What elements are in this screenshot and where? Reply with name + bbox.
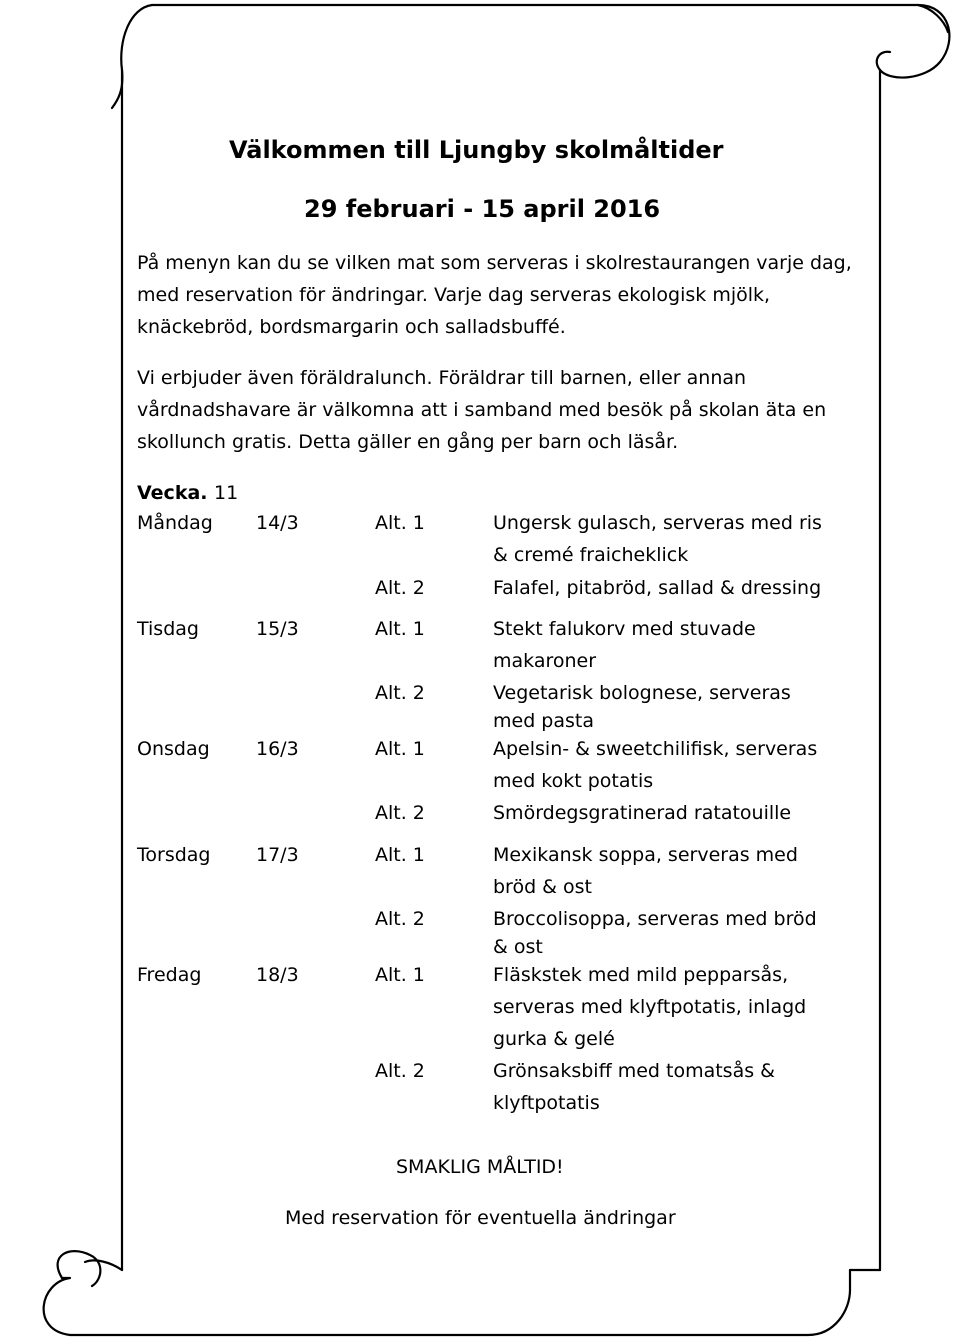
day-date: 18/3 — [256, 964, 299, 986]
dish-line: Falafel, pitabröd, sallad & dressing — [493, 577, 822, 599]
intro-line: På menyn kan du se vilken mat som serveras i skolrestaurangen varje dag, — [137, 252, 852, 274]
alt-label: Alt. 1 — [375, 512, 425, 534]
dish-line: Ungersk gulasch, serveras med ris — [493, 512, 822, 534]
alt-label: Alt. 2 — [375, 1060, 425, 1082]
alt-label: Alt. 1 — [375, 618, 425, 640]
page-title: Välkommen till Ljungby skolmåltider — [229, 136, 724, 164]
day-name: Måndag — [137, 512, 213, 534]
dish-line: klyftpotatis — [493, 1092, 600, 1114]
day-name: Onsdag — [137, 738, 210, 760]
intro-line: med reservation för ändringar. Varje dag serveras ekologisk mjölk, — [137, 284, 771, 306]
alt-label: Alt. 2 — [375, 802, 425, 824]
dish-line: Mexikansk soppa, serveras med — [493, 844, 798, 866]
closing-text: SMAKLIG MÅLTID! — [396, 1156, 564, 1178]
alt-label: Alt. 2 — [375, 908, 425, 930]
dish-line: Vegetarisk bolognese, serveras — [493, 682, 791, 704]
dish-line: med kokt potatis — [493, 770, 654, 792]
date-range: 29 februari - 15 april 2016 — [304, 195, 661, 223]
day-name: Torsdag — [137, 844, 211, 866]
dish-line: Smördegsgratinerad ratatouille — [493, 802, 792, 824]
alt-label: Alt. 2 — [375, 682, 425, 704]
footer-note: Med reservation för eventuella ändringar — [285, 1207, 676, 1229]
dish-line: med pasta — [493, 710, 594, 732]
dish-line: bröd & ost — [493, 876, 593, 898]
dish-line: & ost — [493, 936, 543, 958]
dish-line: Grönsaksbiff med tomatsås & — [493, 1060, 775, 1082]
week-number: 11 — [214, 482, 239, 504]
dish-line: Stekt falukorv med stuvade — [493, 618, 756, 640]
alt-label: Alt. 1 — [375, 844, 425, 866]
day-date: 14/3 — [256, 512, 299, 534]
dish-line: gurka & gelé — [493, 1028, 615, 1050]
day-date: 17/3 — [256, 844, 299, 866]
parent-lunch-line: skollunch gratis. Detta gäller en gång per barn och läsår. — [137, 431, 679, 453]
day-name: Tisdag — [137, 618, 199, 640]
dish-line: Fläskstek med mild pepparsås, — [493, 964, 789, 986]
alt-label: Alt. 1 — [375, 964, 425, 986]
week-label: Vecka. — [137, 482, 208, 504]
dish-line: Broccolisoppa, serveras med bröd — [493, 908, 817, 930]
parent-lunch-line: vårdnadshavare är välkomna att i samband med besök på skolan äta en — [137, 399, 827, 421]
dish-line: serveras med klyftpotatis, inlagd — [493, 996, 807, 1018]
parent-lunch-line: Vi erbjuder även föräldralunch. Föräldrar till barnen, eller annan — [137, 367, 747, 389]
day-date: 15/3 — [256, 618, 299, 640]
alt-label: Alt. 2 — [375, 577, 425, 599]
day-date: 16/3 — [256, 738, 299, 760]
alt-label: Alt. 1 — [375, 738, 425, 760]
intro-line: knäckebröd, bordsmargarin och salladsbuffé. — [137, 316, 566, 338]
day-name: Fredag — [137, 964, 202, 986]
dish-line: makaroner — [493, 650, 597, 672]
dish-line: Apelsin- & sweetchilifisk, serveras — [493, 738, 818, 760]
dish-line: & cremé fraicheklick — [493, 544, 689, 566]
